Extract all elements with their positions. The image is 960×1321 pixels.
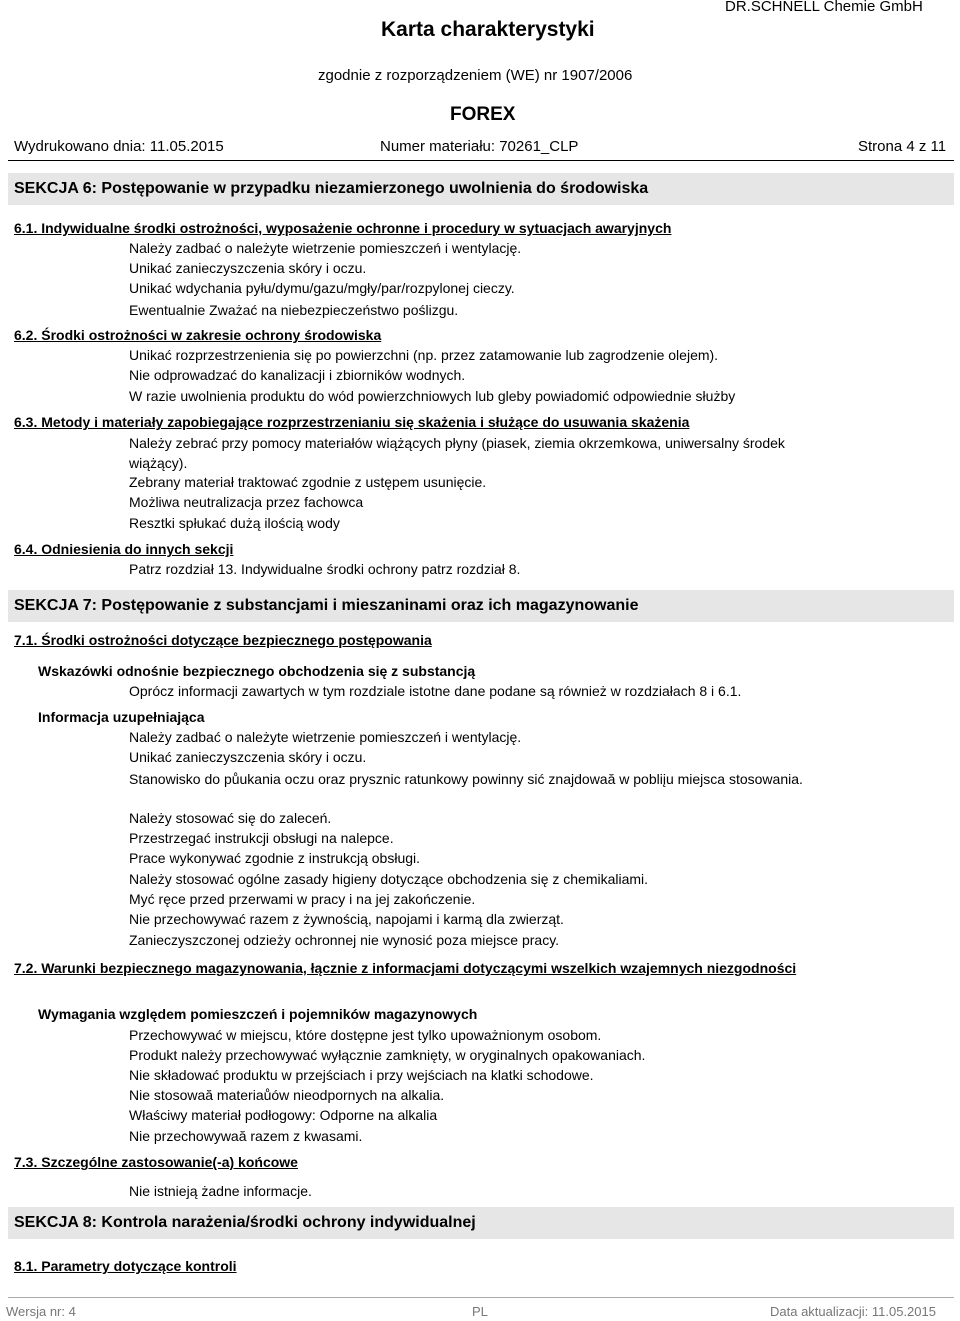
subsection-7-2-title: 7.2. Warunki bezpiecznego magazynowania, łącznie z informacjami dotyczącymi wszelkich wzajemnych niezgodności [14,960,797,976]
subsection-7-3-title: 7.3. Szczególne zastosowanie(-a) końcowe [14,1154,298,1170]
footer-rule [8,1297,954,1298]
heading-storage-requirements: Wymagania względem pomieszczeń i pojemników magazynowych [38,1006,478,1022]
section-6-header: SEKCJA 6: Postępowanie w przypadku niezamierzonego uwolnienia do środowiska [8,173,954,205]
text-line: Ewentualnie Zważać na niebezpieczeństwo poślizgu. [129,302,459,318]
document-title: Karta charakterystyki [381,18,595,41]
text-line: W razie uwolnienia produktu do wód powierzchniowych lub gleby powiadomić odpowiednie służby [129,388,736,404]
language-label: PL [472,1304,488,1319]
text-line: Unikać wdychania pyłu/dymu/gazu/mgły/par/rozpylonej cieczy. [129,280,515,296]
print-date: Wydrukowano dnia: 11.05.2015 [14,138,224,155]
page-number: Strona 4 z 11 [858,138,947,155]
text-line: Nie składować produktu w przejściach i przy wejściach na klatki schodowe. [129,1067,594,1083]
text-line: Właściwy materiał podłogowy: Odporne na alkalia [129,1107,438,1123]
text-line: Przechowywać w miejscu, które dostępne jest tylko upoważnionym osobom. [129,1027,602,1043]
text-line: Nie przechowywać razem z żywnością, napojami i karmą dla zwierząt. [129,911,564,927]
product-name: FOREX [450,104,516,125]
text-line: Należy zadbać o należyte wietrzenie pomieszczeń i wentylację. [129,729,522,745]
subsection-6-2-title: 6.2. Środki ostrożności w zakresie ochrony środowiska [14,327,382,343]
text-line: Patrz rozdział 13. Indywidualne środki ochrony patrz rozdział 8. [129,561,521,577]
subsection-6-4-title: 6.4. Odniesienia do innych sekcji [14,541,234,557]
text-line: Należy zadbać o należyte wietrzenie pomieszczeń i wentylację. [129,240,522,256]
text-line: Zanieczyszczonej odzieży ochronnej nie wynosić poza miejsce pracy. [129,932,560,948]
company-name: DR.SCHNELL Chemie GmbH [725,0,923,15]
text-line: Należy stosować ogólne zasady higieny dotyczące obchodzenia się z chemikaliami. [129,871,649,887]
text-line: Nie stosowaă materiaůów nieodpornych na alkalia. [129,1087,445,1103]
text-line: Nie odprowadzać do kanalizacji i zbiorników wodnych. [129,367,466,383]
subsection-6-3-title: 6.3. Metody i materiały zapobiegające rozprzestrzenianiu się skażenia i służące do usuwania skażenia [14,414,690,430]
version-label: Wersja nr: 4 [6,1304,76,1319]
text-line: Stanowisko do půukania oczu oraz prysznic ratunkowy powinny sić znajdowaă w pobliįu miejsca stosowania. [129,771,803,787]
heading-additional-info: Informacja uzupełniająca [38,709,205,725]
text-line: Zebrany materiał traktować zgodnie z ustępem usunięcie. [129,474,487,490]
section-7-header: SEKCJA 7: Postępowanie z substancjami i mieszaninami oraz ich magazynowanie [8,590,954,622]
heading-safe-handling: Wskazówki odnośnie bezpiecznego obchodzenia się z substancją [38,663,476,679]
text-line: Przestrzegać instrukcji obsługi na nalepce. [129,830,394,846]
text-line: Unikać rozprzestrzenienia się po powierzchni (np. przez zatamowanie lub zagrodzenie olejem). [129,347,719,363]
subsection-7-1-title: 7.1. Środki ostrożności dotyczące bezpiecznego postępowania [14,632,432,648]
text-line: Oprócz informacji zawartych w tym rozdziale istotne dane podane są również w rozdziałach 8 i 6.1. [129,683,742,699]
text-line: Nie przechowywaă razem z kwasami. [129,1128,363,1144]
text-line: Prace wykonywać zgodnie z instrukcją obsługi. [129,850,421,866]
text-line: Nie istnieją żadne informacje. [129,1183,312,1199]
text-line: Unikać zanieczyszczenia skóry i oczu. [129,749,367,765]
text-line: Produkt należy przechowywać wyłącznie zamknięty, w oryginalnych opakowaniach. [129,1047,646,1063]
subsection-8-1-title: 8.1. Parametry dotyczące kontroli [14,1258,237,1274]
header-rule [8,160,954,161]
material-number: Numer materiału: 70261_CLP [380,138,579,155]
text-line: Należy zebrać przy pomocy materiałów wiążących płyny (piasek, ziemia okrzemkowa, uniwersalny środek wiążący). [129,435,785,471]
update-date: Data aktualizacji: 11.05.2015 [770,1304,936,1319]
subsection-6-1-title: 6.1. Indywidualne środki ostrożności, wyposażenie ochronne i procedury w sytuacjach awaryjnych [14,220,672,236]
text-line: Możliwa neutralizacja przez fachowca [129,494,364,510]
text-line: Resztki spłukać dużą ilością wody [129,515,340,531]
text-line: Unikać zanieczyszczenia skóry i oczu. [129,260,367,276]
text-line: Myć ręce przed przerwami w pracy i na jej zakończenie. [129,891,476,907]
regulation-text: zgodnie z rozporządzeniem (WE) nr 1907/2006 [318,67,633,84]
text-line: Należy stosować się do zaleceń. [129,810,332,826]
section-8-header: SEKCJA 8: Kontrola narażenia/środki ochrony indywidualnej [8,1207,954,1239]
